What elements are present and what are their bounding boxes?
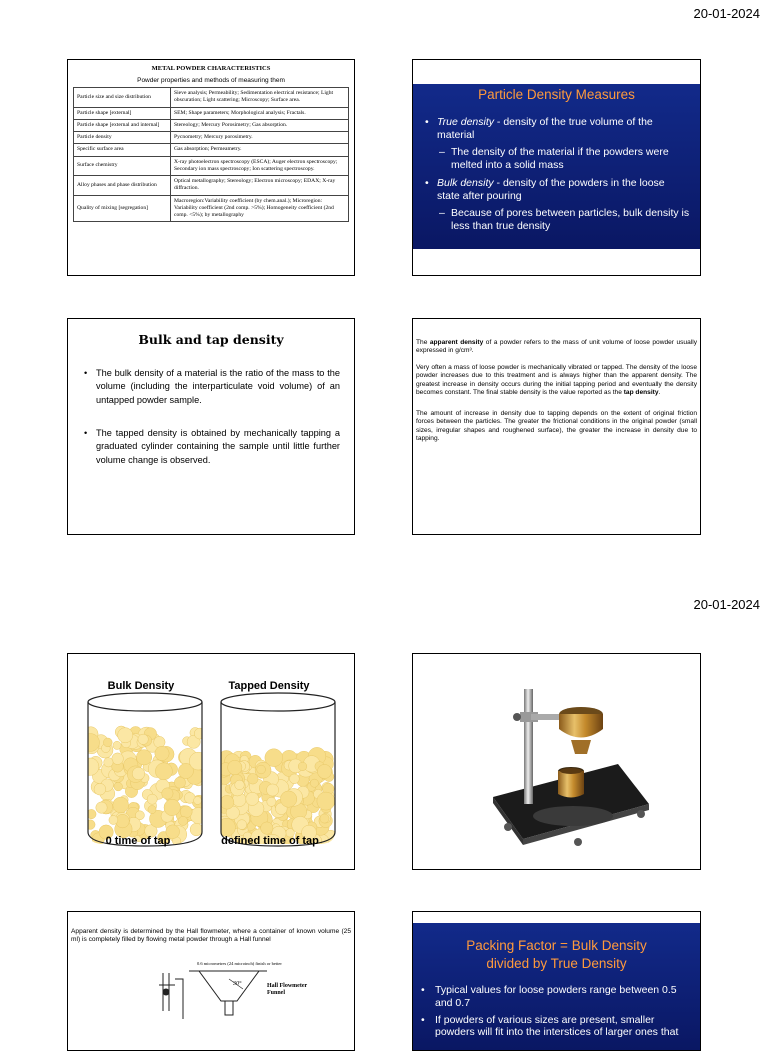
powder-particle bbox=[320, 814, 329, 823]
beakers-illustration bbox=[68, 654, 354, 869]
bullet-tapped-density: • The tapped density is obtained by mechanically tapping a graduated cylinder containing the sample until little further volume change is observed. bbox=[84, 427, 340, 467]
powder-particle bbox=[228, 760, 242, 774]
powder-particle bbox=[118, 728, 133, 743]
powder-particle bbox=[246, 792, 259, 805]
method-cell: Pycnometry; Mercury porosimetry. bbox=[171, 132, 349, 144]
property-cell: Quality of mixing [segregation] bbox=[74, 195, 171, 222]
powder-particle bbox=[317, 764, 331, 778]
slide-subtitle: Powder properties and methods of measuring them bbox=[137, 77, 285, 84]
powder-particle bbox=[178, 816, 187, 825]
powder-particle bbox=[220, 795, 234, 809]
powder-particle bbox=[114, 782, 123, 791]
date-middle: 20-01-2024 bbox=[693, 597, 760, 612]
powder-particle bbox=[112, 753, 124, 765]
powder-particle bbox=[194, 728, 205, 739]
powder-particle bbox=[113, 741, 121, 749]
paragraph-3: The amount of increase in density due to tapping depends on the extent of original friction forces between the particles. The greater the frictional conditions in the original powder (small sizes, irregular shapes and roughened surface), the greater the increase in density due to tapping. bbox=[416, 409, 697, 442]
bullet-true-density: • True density - density of the true volume of the material bbox=[425, 116, 690, 142]
powder-loose bbox=[82, 726, 208, 845]
powder-particle bbox=[82, 758, 99, 775]
caption-defined-tap: defined time of tap bbox=[221, 835, 319, 847]
table-row bbox=[74, 156, 349, 176]
table-row bbox=[74, 195, 349, 222]
slide-title: METAL POWDER CHARACTERISTICS bbox=[151, 65, 271, 72]
powder-particle bbox=[82, 734, 100, 752]
powder-particle bbox=[237, 820, 247, 830]
slide-density-beakers bbox=[67, 653, 355, 870]
bullet-typical-values: • Typical values for loose powders range between 0.5 and 0.7 bbox=[421, 984, 690, 1009]
diagram-angle: 30° bbox=[233, 980, 242, 987]
table-row bbox=[74, 119, 349, 131]
powder-particle bbox=[180, 806, 192, 818]
powder-particle bbox=[190, 823, 203, 836]
sub-bullet-true-density: – The density of the material if the powders were melted into a solid mass bbox=[425, 146, 690, 172]
powder-particle bbox=[217, 818, 235, 836]
powder-particle bbox=[189, 752, 207, 770]
method-cell: Optical metallography; Stereology; Electron microscopy; EDAX; X-ray diffraction. bbox=[171, 176, 349, 196]
slide-title: Packing Factor = Bulk Density divided by True Density bbox=[466, 938, 647, 972]
method-cell: Sieve analysis; Permeability; Sedimentation electrical resistance; Light obscuration; Light scattering; Microscopy; Surface area. bbox=[171, 88, 349, 108]
powder-particle bbox=[194, 797, 202, 805]
paragraph-1: The apparent density of a powder refers to the mass of unit volume of loose powder usually expressed in g/cm³. bbox=[416, 339, 697, 355]
property-cell: Alloy phases and phase distribution bbox=[74, 176, 171, 196]
powder-particle bbox=[148, 806, 156, 814]
slide-packing-factor bbox=[412, 911, 701, 1051]
property-cell: Particle shape [external] bbox=[74, 107, 171, 119]
powder-particle bbox=[174, 777, 185, 788]
powder-particle bbox=[113, 797, 129, 813]
powder-particle bbox=[261, 822, 273, 834]
property-cell: Surface chemistry bbox=[74, 156, 171, 176]
paragraph-2: Very often a mass of loose powder is mechanically vibrated or tapped. The density of the loose powder increases due to this treatment and is always higher than the apparent density. The greatest increase in density occurs during the initial tapping period and eventually the density becomes constant. The final stable density is the value reported as the tap density. bbox=[416, 363, 697, 397]
powder-particle bbox=[164, 799, 180, 815]
method-cell: Macroregion:Variability coefficient (by chem.anal.); Microregion: Variability coefficient (2nd comp. >5%); Homogeneity coefficient (2nd comp. <5%); by metallography bbox=[171, 195, 349, 222]
hall-funnel-diagram bbox=[71, 949, 353, 1029]
powder-particle bbox=[235, 780, 245, 790]
powder-particle bbox=[86, 820, 96, 830]
slide-bulk-tap-density bbox=[67, 318, 355, 535]
powder-particle bbox=[280, 791, 296, 807]
method-cell: Stereology; Mercury Porosimetry; Gas absorption. bbox=[171, 119, 349, 131]
bullet-various-sizes: • If powders of various sizes are present, smaller powders will fit into the interstices of larger ones that bbox=[421, 1014, 690, 1039]
date-top: 20-01-2024 bbox=[693, 6, 760, 21]
slide-hall-flowmeter bbox=[67, 911, 355, 1051]
table-row bbox=[74, 107, 349, 119]
characteristics-table bbox=[73, 87, 349, 222]
property-cell: Specific surface area bbox=[74, 144, 171, 156]
diagram-finish-note: 0.6 micrometres (24 microinch) finish or better bbox=[197, 960, 282, 966]
table-row bbox=[74, 132, 349, 144]
powder-particle bbox=[162, 788, 173, 799]
powder-particle bbox=[132, 767, 145, 780]
powder-particle bbox=[317, 792, 335, 810]
bullet-bulk-density: • Bulk density - density of the powders in the loose state after pouring bbox=[425, 177, 690, 203]
powder-particle bbox=[267, 784, 279, 796]
table-row bbox=[74, 144, 349, 156]
slide-powder-characteristics bbox=[67, 59, 355, 276]
sub-bullet-bulk-density: – Because of pores between particles, bulk density is less than true density bbox=[425, 207, 690, 233]
slide-title: Particle Density Measures bbox=[478, 87, 635, 102]
powder-particle bbox=[257, 765, 266, 774]
method-cell: SEM; Shape parameters; Morphological analysis; Fractals. bbox=[171, 107, 349, 119]
caption-zero-tap: 0 time of tap bbox=[105, 835, 171, 847]
diagram-label: Hall Flowmeter Funnel bbox=[267, 982, 308, 996]
powder-particle bbox=[104, 758, 113, 767]
property-cell: Particle size and size distribution bbox=[74, 88, 171, 108]
hall-flowmeter-text: Apparent density is determined by the Hall flowmeter, where a container of known volume (25 ml) is completely filled by flowing metal powder through a Hall funnel bbox=[71, 928, 351, 944]
powder-particle bbox=[267, 797, 276, 806]
table-row bbox=[74, 88, 349, 108]
powder-particle bbox=[155, 746, 169, 760]
powder-particle bbox=[138, 734, 148, 744]
powder-particle bbox=[109, 816, 118, 825]
slide-apparent-density bbox=[412, 318, 701, 535]
powder-particle bbox=[96, 802, 107, 813]
slide-hall-flowmeter-photo bbox=[412, 653, 701, 870]
powder-particle bbox=[190, 808, 206, 824]
method-cell: X-ray photoelectron spectroscopy (ESCA); Auger electron spectroscopy; Secondary ion mass spectroscopy; Ion scattering spectroscopy. bbox=[171, 156, 349, 176]
powder-particle bbox=[155, 763, 172, 780]
property-cell: Particle shape [external and internal] bbox=[74, 119, 171, 131]
powder-particle bbox=[147, 794, 157, 804]
powder-particle bbox=[103, 738, 112, 747]
bullet-bulk-density: • The bulk density of a material is the ratio of the mass to the volume (including the interparticulate void volume) of an untapped powder sample. bbox=[84, 367, 340, 407]
slide-title: Bulk and tap density bbox=[138, 332, 284, 347]
hall-flowmeter-apparatus bbox=[413, 654, 700, 869]
powder-particle bbox=[290, 774, 300, 784]
label-tapped-density: Tapped Density bbox=[228, 680, 310, 692]
table-row bbox=[74, 176, 349, 196]
label-bulk-density: Bulk Density bbox=[107, 680, 175, 692]
powder-particle bbox=[298, 762, 307, 771]
powder-particle bbox=[94, 783, 106, 795]
slide-particle-density bbox=[412, 59, 701, 276]
property-cell: Particle density bbox=[74, 132, 171, 144]
powder-particle bbox=[310, 779, 318, 787]
method-cell: Gas absorption; Permeametry. bbox=[171, 144, 349, 156]
